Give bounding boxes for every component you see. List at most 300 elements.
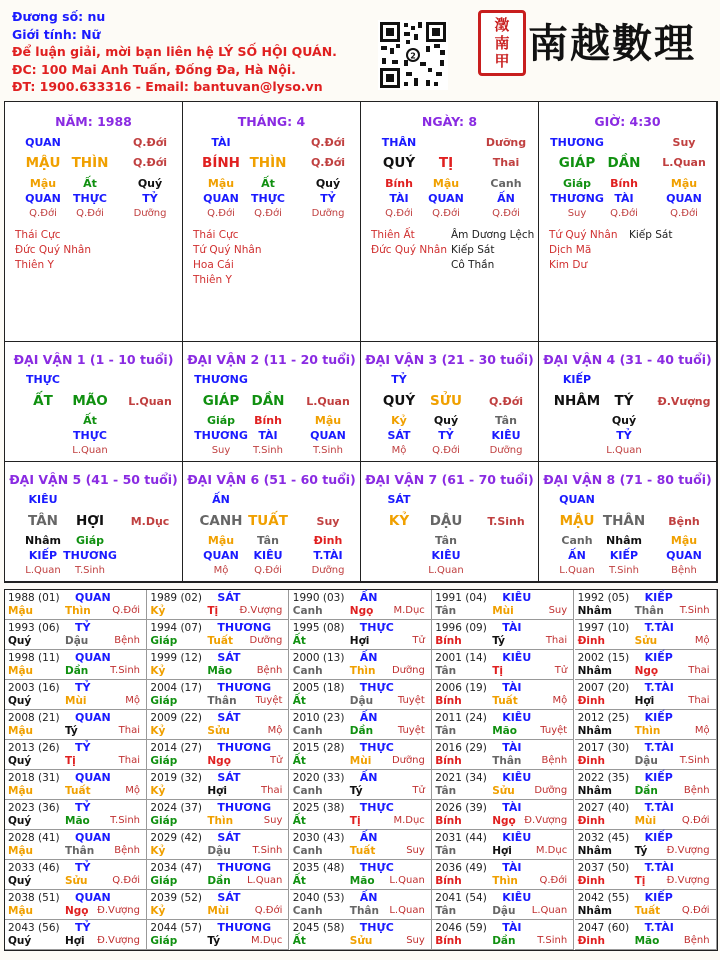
pillar-stars xyxy=(15,228,91,273)
year-cell xyxy=(575,890,717,920)
year-phase: Mộ xyxy=(267,725,283,736)
year-label: 1988 (01) xyxy=(8,592,60,604)
year-label: 2008 (21) xyxy=(8,712,60,724)
year-phase: Suy xyxy=(263,815,283,826)
year-phase: Bệnh xyxy=(114,635,140,646)
year-label: 2028 (41) xyxy=(8,832,60,844)
year-cell xyxy=(290,650,432,680)
year-label: 1997 (10) xyxy=(577,622,630,634)
hidden-phase: L.Quan xyxy=(606,445,642,456)
year-star: KIẾP xyxy=(644,651,673,664)
hidden-star: TỶ xyxy=(320,192,336,205)
year-label: 1998 (11) xyxy=(8,652,60,664)
year-branch: Ngọ xyxy=(65,905,89,917)
year-cell xyxy=(575,770,717,800)
year-label: 2036 (49) xyxy=(435,862,487,874)
year-phase: Mộ xyxy=(694,635,710,646)
star-item: Kim Dư xyxy=(549,259,588,271)
pillar-title: THÁNG: 4 xyxy=(237,114,306,129)
dai-van-title: ĐẠI VẬN 4 (31 - 40 tuổi) xyxy=(543,352,712,367)
year-phase: Dưỡng xyxy=(534,785,568,796)
hidden-stem: Bính xyxy=(385,177,413,190)
year-branch: Tị xyxy=(65,755,76,767)
year-label: 2031 (44) xyxy=(435,832,487,844)
year-cell xyxy=(5,770,147,800)
year-label: 2006 (19) xyxy=(435,682,487,694)
year-star: TÀI xyxy=(502,621,522,634)
hidden-stem: Mậu xyxy=(670,534,698,547)
pillar-stars-secondary xyxy=(629,228,672,243)
hidden-star: QUAN xyxy=(428,192,464,205)
dai-van-star: KIẾP xyxy=(562,373,592,386)
year-phase: Bệnh xyxy=(114,845,140,856)
year-star: QUAN xyxy=(75,771,111,784)
year-phase: Đ.Vượng xyxy=(97,905,140,916)
year-cell xyxy=(432,770,574,800)
year-phase: L.Quan xyxy=(531,905,568,916)
year-star: T.TÀI xyxy=(644,621,674,634)
year-phase: Suy xyxy=(548,605,568,616)
year-branch: Tý xyxy=(65,725,78,737)
year-star: TÀI xyxy=(502,681,522,694)
pillar-phase: L.Quan xyxy=(662,156,706,169)
hidden-star: TỶ xyxy=(616,429,632,442)
year-branch: Mùi xyxy=(207,905,229,917)
pillar-phase: Q.Đới xyxy=(310,136,346,149)
year-label: 2044 (57) xyxy=(150,922,203,934)
year-phase: Đ.Vượng xyxy=(666,845,710,856)
hidden-star: TÀI xyxy=(389,192,409,205)
year-star: KIÊU xyxy=(502,711,532,724)
year-cell xyxy=(432,800,574,830)
year-star: ẤN xyxy=(359,711,378,724)
year-star: SÁT xyxy=(217,651,241,664)
hidden-phase: Q.Đới xyxy=(610,208,638,219)
year-branch: Mùi xyxy=(349,755,372,767)
year-star: KIẾP xyxy=(644,831,673,844)
hidden-phase: Q.Đới xyxy=(492,208,520,219)
year-cell xyxy=(432,680,574,710)
year-stem: Mậu xyxy=(8,605,34,617)
year-cell xyxy=(5,620,147,650)
hidden-stem: Giáp xyxy=(206,414,236,427)
hidden-star: THỰC xyxy=(73,192,107,205)
year-phase: Mộ xyxy=(125,785,140,796)
year-label: 2020 (33) xyxy=(292,772,345,784)
year-cell xyxy=(290,770,432,800)
year-phase: Đ.Vượng xyxy=(524,815,568,826)
year-cell xyxy=(147,590,289,620)
hidden-star: TỶ xyxy=(438,429,454,442)
year-stem: Canh xyxy=(292,785,323,797)
dai-van-cell xyxy=(539,462,717,582)
year-phase: Bệnh xyxy=(256,665,283,676)
year-label: 2032 (45) xyxy=(577,832,630,844)
year-phase: Tử xyxy=(554,665,568,676)
hidden-star: TÀI xyxy=(614,192,634,205)
year-cell xyxy=(5,590,147,620)
hidden-phase: Dưỡng xyxy=(133,208,167,219)
year-star: KIẾP xyxy=(644,891,673,904)
earthly-branch: THÂN xyxy=(602,513,646,529)
hidden-stem: Mậu xyxy=(432,177,460,190)
year-label: 2037 (50) xyxy=(577,862,630,874)
year-cell xyxy=(290,890,432,920)
dai-van-cell xyxy=(5,462,183,582)
year-phase: Suy xyxy=(406,845,425,856)
year-label: 1989 (02) xyxy=(150,592,203,604)
year-cell xyxy=(147,890,289,920)
year-star: QUAN xyxy=(75,651,111,664)
year-phase: T.Sinh xyxy=(679,605,710,616)
year-stem: Kỷ xyxy=(150,725,166,737)
year-branch: Mão xyxy=(65,815,90,827)
star-item: Thiên Ất xyxy=(371,229,415,241)
hidden-stem: Canh xyxy=(561,534,593,547)
year-branch: Tị xyxy=(634,875,646,887)
year-label: 2046 (59) xyxy=(435,922,487,934)
year-label: 1999 (12) xyxy=(150,652,203,664)
year-star: ẤN xyxy=(359,591,378,604)
dai-van-phase: L.Quan xyxy=(306,395,350,408)
dai-van-title: ĐẠI VẬN 3 (21 - 30 tuổi) xyxy=(365,352,534,367)
year-cell xyxy=(5,710,147,740)
hidden-phase: Q.Đới xyxy=(670,208,698,219)
pillar-stars xyxy=(193,228,261,288)
year-branch: Hợi xyxy=(65,935,85,947)
year-branch: Tuất xyxy=(65,785,91,797)
year-branch: Tị xyxy=(207,605,219,617)
year-phase: Tử xyxy=(412,785,425,796)
hidden-stem: Giáp xyxy=(75,534,105,547)
year-phase: Bệnh xyxy=(683,935,710,946)
year-star: T.TÀI xyxy=(644,741,674,754)
hidden-star: KIÊU xyxy=(431,549,461,562)
year-label: 2047 (60) xyxy=(577,922,630,934)
dai-van-cell xyxy=(5,342,183,462)
star-item: Hoa Cái xyxy=(193,259,234,271)
year-cell xyxy=(575,650,717,680)
owner-name: Đương số: nu xyxy=(12,9,106,24)
year-label: 2000 (13) xyxy=(292,652,345,664)
seal-char: 澂 xyxy=(494,16,510,34)
pillar-phase: Suy xyxy=(672,136,696,149)
qr-code-icon xyxy=(378,20,448,90)
year-cell xyxy=(575,680,717,710)
year-label: 2041 (54) xyxy=(435,892,487,904)
year-label: 2027 (40) xyxy=(577,802,630,814)
year-stem: Ất xyxy=(292,755,306,767)
year-cell xyxy=(432,890,574,920)
year-branch: Sửu xyxy=(207,725,230,737)
year-branch: Dần xyxy=(207,875,231,887)
yearly-grid xyxy=(4,589,718,951)
year-phase: Bệnh xyxy=(541,755,568,766)
year-star: TỶ xyxy=(75,621,91,634)
star-item: Tứ Quý Nhân xyxy=(549,229,618,241)
year-label: 2004 (17) xyxy=(150,682,203,694)
year-stem: Mậu xyxy=(8,905,34,917)
year-label: 2040 (53) xyxy=(292,892,345,904)
year-phase: Đ.Vượng xyxy=(97,935,140,946)
star-item: Thái Cực xyxy=(15,229,61,241)
year-phase: T.Sinh xyxy=(110,665,140,676)
year-star: QUAN xyxy=(75,591,111,604)
year-label: 2015 (28) xyxy=(292,742,345,754)
year-phase: Tuyệt xyxy=(397,695,425,706)
year-branch: Dậu xyxy=(65,635,89,647)
year-cell xyxy=(147,800,289,830)
dai-van-cell xyxy=(183,462,361,582)
year-label: 2001 (14) xyxy=(435,652,487,664)
address: ĐC: 100 Mai Anh Tuấn, Đống Đa, Hà Nội. xyxy=(12,61,296,77)
year-phase: Thai xyxy=(688,695,710,706)
year-stem: Đinh xyxy=(577,635,605,647)
year-stem: Quý xyxy=(8,755,32,767)
dai-van-cell xyxy=(183,342,361,462)
year-cell xyxy=(5,920,147,950)
year-cell xyxy=(575,920,717,950)
year-stem: Nhâm xyxy=(577,905,612,917)
heavenly-stem: ẤT xyxy=(33,393,53,409)
year-star: TÀI xyxy=(502,741,522,754)
year-branch: Thìn xyxy=(634,725,661,737)
year-branch: Dần xyxy=(492,935,516,947)
year-cell xyxy=(432,710,574,740)
seal-char: 南 xyxy=(494,34,510,52)
year-branch: Ngọ xyxy=(634,665,659,677)
hidden-star: THỰC xyxy=(73,429,107,442)
year-cell xyxy=(147,650,289,680)
year-branch: Thìn xyxy=(492,875,518,887)
dai-van-phase: Đ.Vượng xyxy=(657,395,711,408)
year-phase: L.Quan xyxy=(389,875,425,886)
year-phase: Tuyệt xyxy=(397,725,425,736)
dai-van-star: SÁT xyxy=(387,493,411,506)
hidden-phase: Q.Đới xyxy=(207,208,235,219)
heavenly-stem: GIÁP xyxy=(202,393,240,409)
year-star: ẤN xyxy=(359,771,378,784)
hidden-star: ẤN xyxy=(497,192,515,205)
year-cell xyxy=(5,740,147,770)
hidden-phase: Q.Đới xyxy=(254,208,282,219)
year-cell xyxy=(575,710,717,740)
hidden-stem: Quý xyxy=(137,177,163,190)
brand-logo: 南越數理 xyxy=(528,20,696,67)
year-branch: Dậu xyxy=(634,755,658,767)
heavenly-stem: QUÝ xyxy=(382,393,416,409)
dai-van-title: ĐẠI VẬN 5 (41 - 50 tuổi) xyxy=(9,472,178,487)
year-cell xyxy=(147,740,289,770)
pillar-star: THÂN xyxy=(381,136,417,149)
year-label: 2017 (30) xyxy=(577,742,630,754)
year-phase: Mộ xyxy=(125,695,140,706)
year-star: ẤN xyxy=(359,831,378,844)
year-phase: Q.Đới xyxy=(112,875,140,886)
year-stem: Nhâm xyxy=(577,845,612,857)
year-label: 2014 (27) xyxy=(150,742,203,754)
year-label: 2019 (32) xyxy=(150,772,203,784)
year-branch: Thìn xyxy=(349,665,376,677)
hidden-phase: Q.Đới xyxy=(76,208,104,219)
year-stem: Ất xyxy=(292,875,306,887)
hidden-phase: Bệnh xyxy=(671,565,697,576)
year-stem: Bính xyxy=(435,935,462,947)
year-label: 1991 (04) xyxy=(435,592,487,604)
dai-van-phase: Q.Đới xyxy=(488,395,524,408)
year-phase: Dưỡng xyxy=(391,665,425,676)
hidden-stem: Bính xyxy=(610,177,638,190)
year-phase: Đ.Vượng xyxy=(239,605,283,616)
hidden-stem: Nhâm xyxy=(25,534,61,547)
star-item: Dịch Mã xyxy=(549,244,592,256)
year-star: QUAN xyxy=(75,831,111,844)
hidden-phase: Q.Đới xyxy=(432,445,460,456)
year-stem: Kỷ xyxy=(150,785,166,797)
year-stem: Giáp xyxy=(150,755,178,767)
earthly-branch: TUẤT xyxy=(248,513,288,529)
year-cell xyxy=(575,620,717,650)
hidden-star: TÀI xyxy=(258,429,278,442)
year-stem: Giáp xyxy=(150,875,178,887)
year-label: 2007 (20) xyxy=(577,682,630,694)
year-star: QUAN xyxy=(75,711,111,724)
hidden-star: ẤN xyxy=(568,549,586,562)
year-phase: M.Dục xyxy=(393,605,425,616)
dai-van-cell xyxy=(361,462,539,582)
year-stem: Bính xyxy=(435,635,462,647)
year-branch: Dần xyxy=(349,725,374,737)
year-stem: Đinh xyxy=(577,755,605,767)
year-label: 2021 (34) xyxy=(435,772,487,784)
year-phase: T.Sinh xyxy=(252,845,283,856)
year-stem: Kỷ xyxy=(150,665,166,677)
year-phase: Tuyệt xyxy=(255,695,283,706)
year-label: 2039 (52) xyxy=(150,892,203,904)
dai-van-star: THỰC xyxy=(26,373,60,386)
year-label: 2003 (16) xyxy=(8,682,60,694)
year-label: 2010 (23) xyxy=(292,712,345,724)
year-cell xyxy=(575,800,717,830)
year-stem: Bính xyxy=(435,875,462,887)
year-branch: Hợi xyxy=(634,695,655,707)
year-phase: Thai xyxy=(688,665,710,676)
hidden-star: QUAN xyxy=(203,192,239,205)
star-item: Đức Quý Nhân xyxy=(371,244,447,256)
year-star: T.TÀI xyxy=(644,861,674,874)
year-star: KIÊU xyxy=(502,891,532,904)
year-stem: Tân xyxy=(435,605,457,617)
hidden-stem: Mậu xyxy=(29,177,57,190)
year-label: 2016 (29) xyxy=(435,742,487,754)
year-stem: Ất xyxy=(292,815,306,827)
hidden-stem: Quý xyxy=(611,414,637,427)
hidden-star: KIẾP xyxy=(28,549,58,562)
year-star: TÀI xyxy=(502,801,522,814)
year-branch: Tuất xyxy=(634,905,661,917)
hidden-star: QUAN xyxy=(666,192,702,205)
year-star: QUAN xyxy=(75,891,111,904)
hidden-phase: Q.Đới xyxy=(29,208,57,219)
earthly-branch: TÝ xyxy=(614,393,634,409)
hidden-phase: Q.Đới xyxy=(254,565,282,576)
year-phase: Suy xyxy=(406,935,425,946)
year-stem: Giáp xyxy=(150,935,178,947)
year-branch: Tuất xyxy=(492,695,518,707)
year-phase: Q.Đới xyxy=(539,875,568,886)
year-branch: Thân xyxy=(207,695,237,707)
hidden-star: THƯƠNG xyxy=(63,549,117,562)
year-cell xyxy=(290,830,432,860)
star-item: Âm Dương Lệch xyxy=(451,229,535,241)
year-stem: Canh xyxy=(292,905,323,917)
hidden-phase: Suy xyxy=(567,208,587,219)
dai-van-phase: L.Quan xyxy=(128,395,172,408)
year-label: 2042 (55) xyxy=(577,892,630,904)
heavenly-stem: MẬU xyxy=(559,513,595,529)
pillar-stars xyxy=(371,228,447,258)
year-branch: Tuất xyxy=(207,635,233,647)
year-label: 2029 (42) xyxy=(150,832,203,844)
year-label: 1996 (09) xyxy=(435,622,487,634)
dai-van-star: THƯƠNG xyxy=(194,373,248,386)
year-branch: Dậu xyxy=(207,845,231,857)
hidden-stem: Canh xyxy=(490,177,522,190)
year-stem: Đinh xyxy=(577,935,605,947)
year-label: 2013 (26) xyxy=(8,742,60,754)
dai-van-title: ĐẠI VẬN 8 (71 - 80 tuổi) xyxy=(543,472,712,487)
year-label: 2045 (58) xyxy=(292,922,345,934)
year-branch: Thân xyxy=(634,605,664,617)
year-label: 2034 (47) xyxy=(150,862,203,874)
year-phase: Tử xyxy=(412,635,425,646)
earthly-branch: MÃO xyxy=(72,393,108,409)
year-label: 2038 (51) xyxy=(8,892,60,904)
year-phase: Q.Đới xyxy=(681,905,710,916)
year-phase: Thai xyxy=(118,755,140,766)
year-stem: Quý xyxy=(8,695,32,707)
pillar-cell xyxy=(539,102,717,342)
year-phase: Tuyệt xyxy=(540,725,568,736)
year-star: KIẾP xyxy=(644,591,673,604)
earthly-branch: DẦN xyxy=(607,155,641,171)
dai-van-title: ĐẠI VẬN 7 (61 - 70 tuổi) xyxy=(365,472,534,487)
hidden-stem: Mậu xyxy=(670,177,698,190)
hidden-star: QUAN xyxy=(203,549,239,562)
hidden-star: THƯƠNG xyxy=(194,429,248,442)
year-branch: Hợi xyxy=(207,785,227,797)
year-star: TÀI xyxy=(502,861,522,874)
year-stem: Mậu xyxy=(8,665,34,677)
year-stem: Giáp xyxy=(150,815,178,827)
hidden-stem: Tân xyxy=(257,534,279,547)
hidden-stem: Ất xyxy=(261,177,275,190)
pillar-title: GIỜ: 4:30 xyxy=(594,114,661,129)
year-label: 2002 (15) xyxy=(577,652,630,664)
year-star: TỶ xyxy=(75,801,91,814)
year-stem: Ất xyxy=(292,935,306,947)
year-star: KIẾP xyxy=(644,771,673,784)
year-cell xyxy=(147,770,289,800)
year-cell xyxy=(290,590,432,620)
year-cell xyxy=(290,860,432,890)
earthly-branch: DẬU xyxy=(429,513,463,529)
year-branch: Tị xyxy=(349,815,361,827)
year-branch: Sửu xyxy=(634,635,658,647)
year-branch: Mùi xyxy=(634,815,657,827)
year-star: KIÊU xyxy=(502,651,532,664)
year-cell xyxy=(575,740,717,770)
